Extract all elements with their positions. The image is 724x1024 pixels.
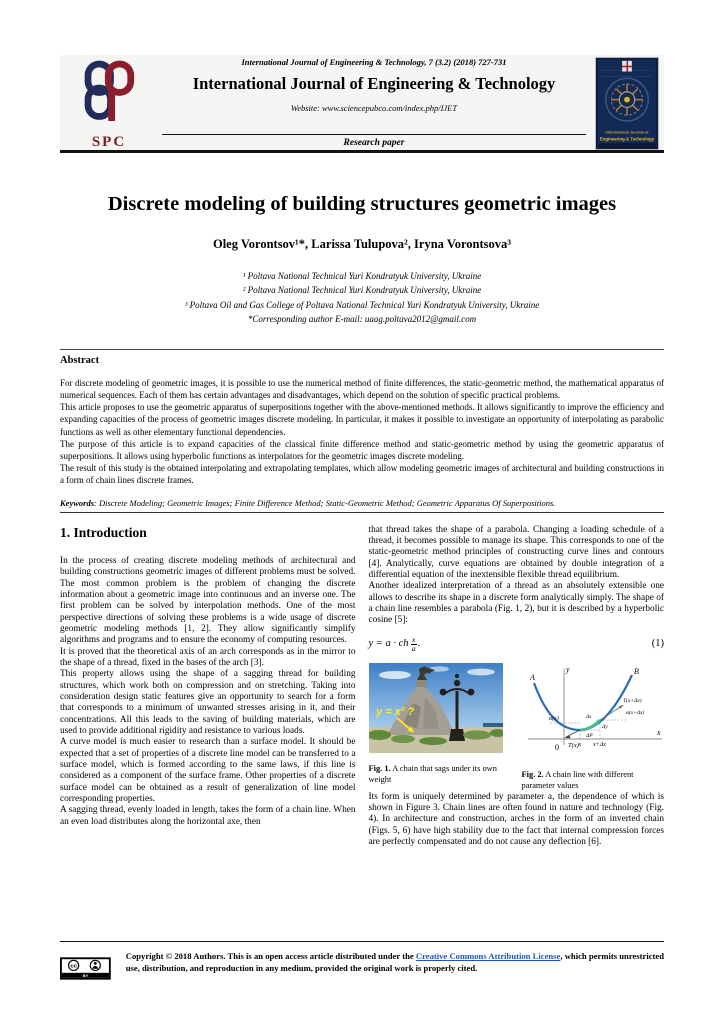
publisher-logo bbox=[60, 55, 158, 151]
figure-1-label: Fig. 1. bbox=[368, 763, 391, 773]
copyright-text bbox=[126, 950, 664, 974]
fraction-denominator: a bbox=[411, 643, 416, 653]
fig1-annotation: y = x² ? bbox=[375, 706, 414, 719]
chain-monument-photo bbox=[369, 663, 503, 753]
svg-text:B: B bbox=[633, 667, 639, 677]
abstract-heading: Abstract bbox=[60, 354, 100, 366]
article-title: Discrete modeling of building structures geometric images bbox=[107, 193, 617, 215]
copyright-pre: Copyright © 2018 Authors. This is an open access article distributed under the bbox=[125, 951, 416, 961]
abstract-paragraph: For discrete modeling of geometric images, it is possible to use the numerical method of finite differences, the static-geometric method, the mathematical apparatus of numerical sequences. Each of them has certain advantages and disadvantages, which depend on the solution of specific practical problems. bbox=[60, 377, 664, 400]
equation-punct: . bbox=[417, 637, 421, 649]
spc-logo-icon bbox=[65, 58, 153, 136]
journal-header-center bbox=[158, 55, 590, 151]
svg-text:x: x bbox=[656, 728, 661, 738]
svg-text:Δy: Δy bbox=[601, 724, 608, 731]
cc-license-link[interactable]: Creative Commons Attribution License bbox=[415, 951, 561, 961]
svg-text:x: x bbox=[578, 742, 581, 749]
figure-1 bbox=[369, 663, 511, 791]
body-paragraph: that thread takes the shape of a parabola. Changing a loading schedule of a thread, it becomes possible to manage its shape. This corresponds to one of the static-geometric method principles of constructing curve lines and contours [4]. Analytically, curve equations are obtained by double integration of a differential equation of the inextensible flexible thread equilibrium. bbox=[368, 524, 664, 580]
equation-body: y = a · ch bbox=[368, 637, 409, 649]
svg-text:A: A bbox=[529, 673, 535, 683]
paper-type-label: Research paper bbox=[162, 134, 586, 151]
body-paragraph: In the process of creating discrete modeling methods of architectural and building constructions geometric images of different problems must be solved. The most common problem is the problem of changing the discrete information about a geometric image into continuous and an inverse one. The first problem can be solved by interpolation methods. One of the most perspective directions of solving these problems is a wide usage of discrete geometric modeling methods [1, 2]. They allow significantly simplify algorithms and programs and to ensure the economy of computing resources. bbox=[60, 556, 356, 646]
fraction-numerator: x bbox=[412, 634, 416, 644]
svg-text:BY: BY bbox=[82, 972, 89, 978]
body-paragraph: It is proved that the theoretical axis of an arch corresponds as in the mirror to the shape of a thread, fixed in the bases of the arch [3]. bbox=[60, 646, 356, 669]
figure-2-caption bbox=[522, 770, 664, 792]
equation-number: (1) bbox=[651, 637, 664, 649]
chain-line-diagram bbox=[522, 663, 667, 759]
affiliation-1: ¹ Poltava National Technical Yuri Kondratyuk University, Ukraine bbox=[242, 271, 482, 281]
citation-line: International Journal of Engineering & Technology, 7 (3.2) (2018) 727-731 bbox=[241, 57, 507, 67]
keywords-label: Keywords bbox=[60, 497, 94, 508]
figure-2-caption-text: A chain line with different parameter values bbox=[521, 769, 634, 790]
corresponding-author-email: *Corresponding author E-mail: uaag.poltava2012@gmail.com bbox=[247, 314, 477, 325]
abstract-paragraph: This article proposes to use the geometric apparatus of superpositions together with the above-mentioned methods. It allows significantly to improve the efficiency and expanding capacities of the process of geometric images discrete modeling. In particular, it makes it possible to investigate an opportunity of interpolating as parabolic functions as well as other elementary functional dependencies. bbox=[60, 402, 664, 437]
body-columns bbox=[60, 525, 664, 849]
abstract-paragraph: The purpose of this article is to expand capacities of the classical finite difference method and static-geometric method by using the geometric apparatus of superpositions. It allows using hyperbolic functions as interpolators for the geometric images discrete modeling. bbox=[60, 438, 664, 461]
svg-text:cc: cc bbox=[70, 963, 77, 970]
svg-text:x+Δx: x+Δx bbox=[592, 742, 606, 749]
figure-2 bbox=[522, 663, 664, 791]
figure-2-label: Fig. 2. bbox=[521, 769, 544, 779]
introduction-heading: 1. Introduction bbox=[60, 524, 147, 540]
journal-header bbox=[60, 55, 664, 153]
affiliation-2: ² Poltava National Technical Yuri Kondratyuk University, Ukraine bbox=[242, 285, 482, 296]
abstract-text bbox=[60, 377, 664, 487]
svg-text:Δs: Δs bbox=[585, 714, 591, 721]
page-footer bbox=[60, 941, 664, 987]
journal-cover-image bbox=[595, 57, 659, 150]
left-column bbox=[60, 525, 356, 849]
body-paragraph: Its form is uniquely determined by parameter a, the dependence of which is shown in Figure 3. Chain lines are often found in nature and technology (Fig. 4). In architecture and construction, arches in the form of an inverted chain (Figs. 5, 6) have high stability due to the fact that internal compression forces are perfectly compensated and do not cause any deflection [6]. bbox=[368, 791, 664, 847]
svg-text:α(x): α(x) bbox=[548, 716, 559, 723]
body-paragraph: A sagging thread, evenly loaded in length, takes the form of a chain line. When an even load distributes along the horizontal axe, then bbox=[60, 805, 356, 827]
svg-text:y: y bbox=[565, 665, 570, 675]
spc-logo-text: SPC bbox=[91, 134, 127, 150]
svg-text:T(x+Δx): T(x+Δx) bbox=[622, 698, 642, 705]
right-column bbox=[369, 525, 665, 849]
authors-line: Oleg Vorontsov¹*, Larissa Tulupova², Iryna Vorontsova³ bbox=[212, 237, 512, 251]
svg-text:Engineering & Technology: Engineering & Technology bbox=[599, 136, 655, 142]
svg-text:0: 0 bbox=[554, 743, 559, 753]
journal-cover bbox=[590, 55, 664, 151]
affiliation-3: ³ Poltava Oil and Gas College of Poltava National Technical Yuri Kondratyuk University, Ukraine bbox=[184, 299, 540, 310]
figure-1-caption-text: A chain that sags under its own weight bbox=[368, 763, 497, 784]
svg-text:α(x+Δx): α(x+Δx) bbox=[625, 710, 644, 717]
svg-text:International Journal of: International Journal of bbox=[605, 129, 649, 135]
figures-row bbox=[369, 663, 665, 791]
abstract-paragraph: The result of this study is the obtained interpolating and extrapolating templates, which allow modeling geometric images of architectural and building constructions in a form of chain lines discrete frames. bbox=[60, 463, 664, 486]
body-paragraph: A curve model is much easier to research than a surface model. It should be expected that a set of properties of a discrete line model can be transferred to a surface model, which is formed according to the same laws, if this line is considered as a component of the surface frame. Other properties of a discrete surface model can be obtained as a result of generalization of line model corresponding properties. bbox=[60, 737, 356, 805]
journal-website[interactable]: Website: www.sciencepubco.com/index.php/IJET bbox=[290, 103, 458, 113]
cc-by-badge-icon bbox=[60, 950, 111, 987]
svg-text:ΔP: ΔP bbox=[585, 733, 593, 740]
body-paragraph: Another idealized interpretation of a thread as an absolutely extensible one allows to describe its shape in a discrete form analytically simply. The shape of a chain line resembles a parabola (Fig. 1, 2), but it is described by a hyperbolic cosine [5]: bbox=[368, 581, 664, 626]
equation-math bbox=[369, 636, 421, 653]
keywords-line bbox=[60, 498, 664, 513]
body-paragraph: This property allows using the shape of a sagging thread for building structures, which work both on compression and on stretching. Taking into consideration design static features give an opportunity to search for a form that corresponds to a minimum of unwanted stresses arising in it, and their concentrations. All this leads to the saving of building materials, which are used to provide additional rigidity and resistance to various loads. bbox=[60, 669, 356, 737]
figure-1-caption bbox=[369, 764, 511, 786]
equation-fraction bbox=[411, 636, 417, 653]
affiliations-block bbox=[60, 269, 664, 327]
svg-text:T(x): T(x) bbox=[567, 742, 579, 750]
journal-title: International Journal of Engineering & Technology bbox=[192, 74, 556, 93]
keywords-text: : Discrete Modeling; Geometric Images; Finite Difference Method; Static-Geometric Method; Geometric Apparatus Of Superpositions. bbox=[94, 497, 556, 508]
copyright-post: , which permits unrestricted use, distribution, and reproduction in any medium, provided the original work is properly cited. bbox=[125, 951, 664, 974]
equation-1 bbox=[369, 636, 665, 653]
abstract-section bbox=[60, 349, 664, 513]
